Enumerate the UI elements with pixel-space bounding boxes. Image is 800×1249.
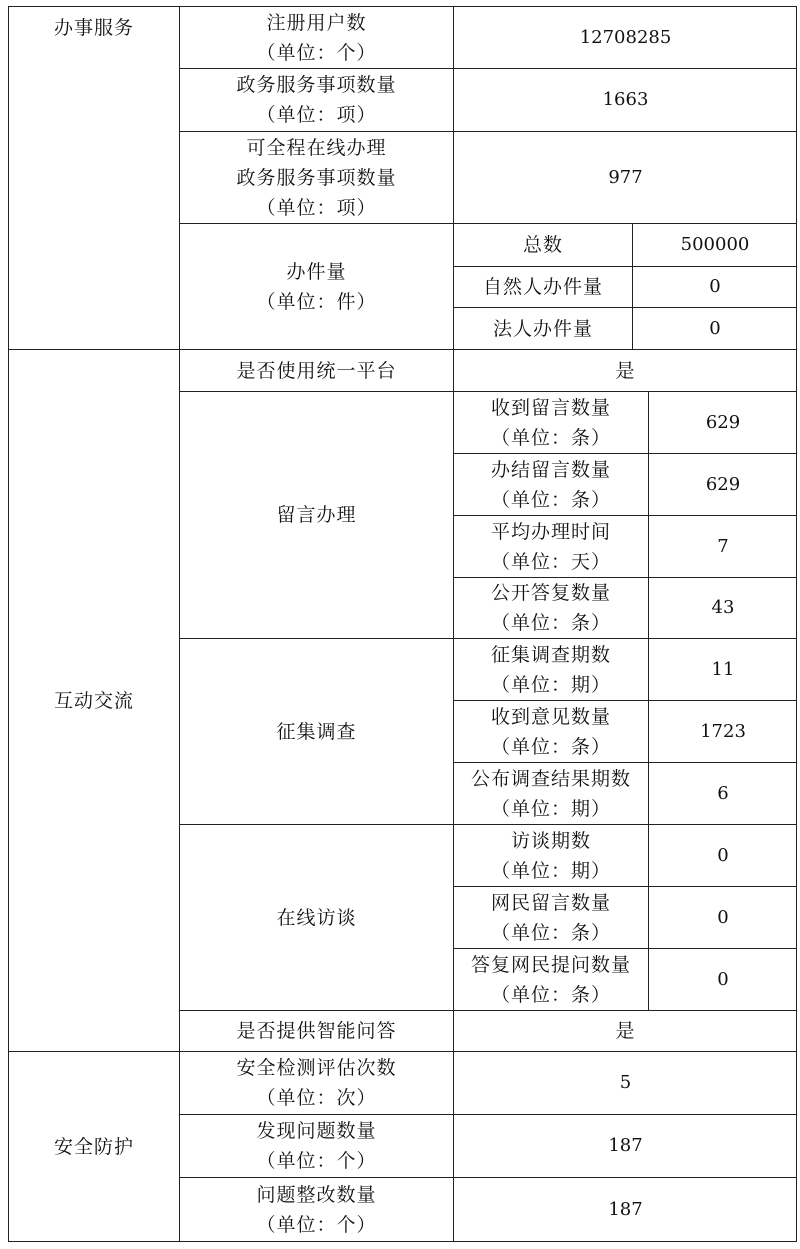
unified-platform-value: 是 [453,349,797,391]
unit-line: （单位：条） [490,735,611,758]
issues-found-label [179,1114,453,1177]
category-security [8,1051,179,1242]
label-line: 政务服务事项数量 [236,74,397,96]
category-interaction-label: 互动交流 [53,689,134,712]
issues-found-value: 187 [453,1114,797,1177]
cases-legal-label: 法人办件量 [453,307,632,349]
cases-total-value: 500000 [632,223,797,266]
messages-public-replies-label [453,577,648,638]
unit-line: （单位：条） [490,426,611,449]
messages-received-value: 629 [648,391,797,453]
survey-results-label [453,762,648,824]
survey-periods-value: 11 [648,638,797,700]
table-bottom-border [8,1241,797,1242]
label-line: 政务服务事项数量 [236,166,397,189]
assessments-label [179,1051,453,1114]
label-line: 访谈期数 [510,829,591,852]
survey-results-value: 6 [648,762,797,824]
interview-replies-label [453,948,648,1010]
messages-avg-time-value: 7 [648,515,797,577]
category-service-label: 办事服务 [53,17,134,39]
registered-users-label [179,6,453,68]
issues-fixed-value: 187 [453,1177,797,1242]
unit-line: （单位：个） [256,1150,377,1172]
label-line: 平均办理时间 [490,520,611,543]
messages-group-label: 留言办理 [179,391,453,638]
label-line: 办结留言数量 [490,458,611,481]
interview-group-label: 在线访谈 [179,824,453,1010]
interview-periods-value: 0 [648,824,797,886]
messages-public-replies-value: 43 [648,577,797,638]
label-line: 公开答复数量 [490,582,611,604]
survey-periods-label [453,638,648,700]
service-items-label [179,68,453,131]
interview-netizen-messages-value: 0 [648,886,797,948]
category-service [8,6,179,349]
registered-users-value: 12708285 [453,6,797,68]
label-line: 收到留言数量 [490,396,611,419]
unit-line: （单位：次） [256,1087,377,1109]
unit-line: （单位：期） [490,673,611,696]
survey-opinions-value: 1723 [648,700,797,762]
messages-concluded-value: 629 [648,453,797,515]
label-line: 问题整改数量 [256,1184,377,1206]
cases-natural-label: 自然人办件量 [453,266,632,307]
cases-legal-value: 0 [632,307,797,349]
unit-line: （单位：条） [490,612,611,634]
label-line: 可全程在线办理 [246,136,387,159]
messages-avg-time-label [453,515,648,577]
label-line: 注册用户数 [266,11,367,34]
label-line: 公布调查结果期数 [470,767,631,790]
label-line: 办件量 [286,260,347,283]
online-items-label [179,131,453,223]
unit-line: （单位：条） [490,983,611,1006]
smart-qa-value: 是 [453,1010,797,1051]
unit-line: （单位：项） [256,196,377,219]
interview-netizen-messages-label [453,886,648,948]
interview-periods-label [453,824,648,886]
online-items-value: 977 [453,131,797,223]
service-items-value: 1663 [453,68,797,131]
unit-line: （单位：期） [490,859,611,882]
survey-opinions-label [453,700,648,762]
unit-line: （单位：个） [256,1214,377,1236]
smart-qa-label: 是否提供智能问答 [179,1010,453,1051]
unit-line: （单位：条） [490,488,611,511]
label-line: 网民留言数量 [490,891,611,914]
label-line: 答复网民提问数量 [470,953,631,976]
category-security-label: 安全防护 [53,1136,134,1158]
label-line: 征集调查期数 [490,643,611,666]
unit-line: （单位：期） [490,797,611,820]
label-line: 收到意见数量 [490,705,611,728]
survey-group-label: 征集调查 [179,638,453,824]
cases-natural-value: 0 [632,266,797,307]
cases-total-label: 总数 [453,223,632,266]
label-line: 安全检测评估次数 [236,1057,397,1079]
unit-line: （单位：件） [256,290,377,313]
messages-concluded-label [453,453,648,515]
cases-label [179,223,453,349]
unit-line: （单位：条） [490,921,611,944]
unified-platform-label: 是否使用统一平台 [179,349,453,391]
unit-line: （单位：个） [256,41,377,64]
assessments-value: 5 [453,1051,797,1114]
unit-line: （单位：天） [490,550,611,573]
issues-fixed-label [179,1177,453,1242]
messages-received-label [453,391,648,453]
label-line: 发现问题数量 [256,1120,377,1142]
interview-replies-value: 0 [648,948,797,1010]
unit-line: （单位：项） [256,104,377,126]
table-right-border [796,6,797,1242]
category-interaction [8,349,179,1051]
